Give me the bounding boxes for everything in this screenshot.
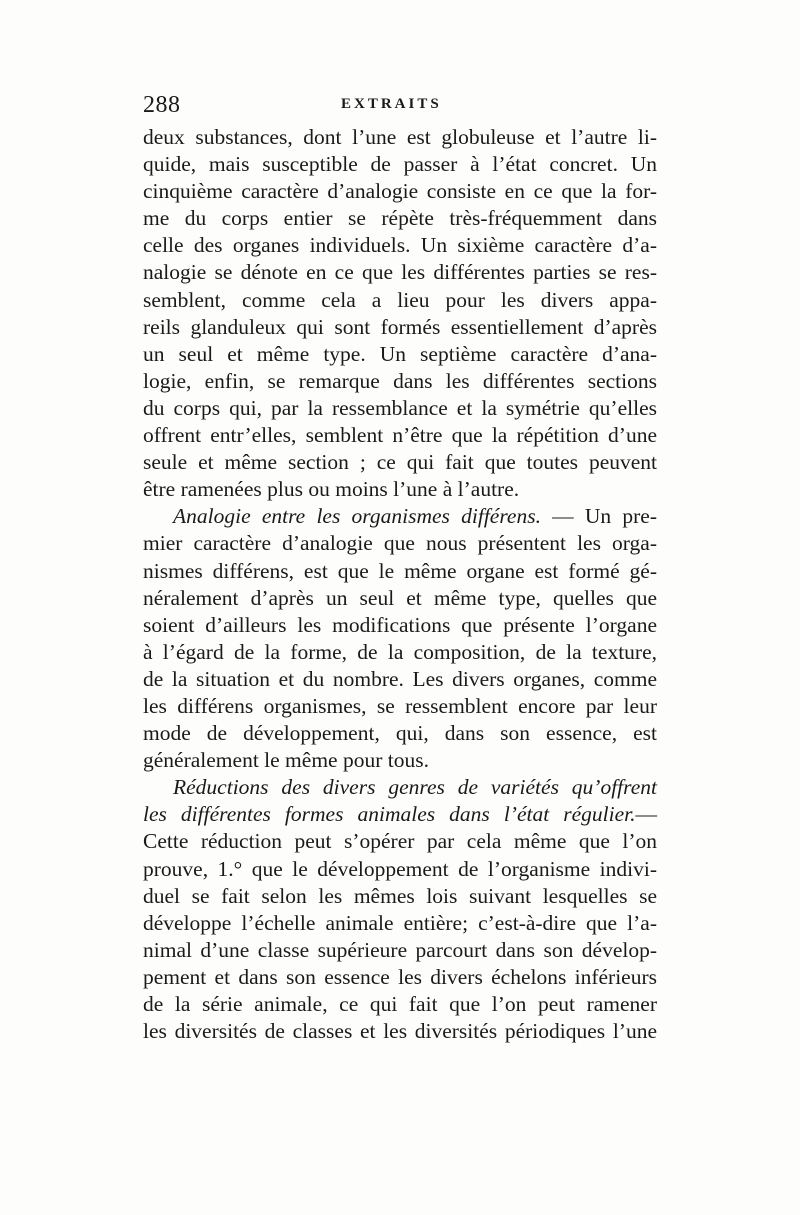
text-line: Réductions des divers genres de variétés qu’offrent (173, 775, 657, 800)
text-line: Cette réduction peut s’opérer par cela même que l’on (143, 829, 657, 854)
text-line: à l’égard de la forme, de la composition, de la texture, (143, 639, 657, 664)
text-line: pement et dans son essence les divers échelons inférieurs (143, 964, 657, 989)
text-line: prouve, 1.° que le développement de l’organisme indivi- (143, 856, 657, 881)
text-line: deux substances, dont l’une est globuleuse et l’autre li- (143, 125, 657, 149)
text-line (143, 801, 657, 828)
section-heading: Analogie entre les organismes différens. (173, 504, 541, 529)
text-line (143, 503, 657, 530)
section-heading: les différentes formes animales dans l’état régulier. (143, 802, 636, 827)
text-line: les diversités de classes et les diversités périodiques l’une (143, 1019, 657, 1044)
text-line: néralement d’après un seul et même type, quelles que (143, 585, 657, 610)
text-line: développe l’échelle animale entière; c’est-à-dire que l’a- (143, 910, 657, 935)
text-line: mode de développement, qui, dans son essence, est (143, 721, 657, 746)
text-line: duel se fait selon les mêmes lois suivant lesquelles se (143, 883, 657, 908)
text-line: nimal d’une classe supérieure parcourt dans son dévelop- (143, 937, 657, 962)
text-line: quide, mais susceptible de passer à l’état concret. Un (143, 152, 657, 177)
text-line: généralement le même pour tous. (143, 748, 429, 773)
text-line: seule et même section ; ce qui fait que toutes peuvent (143, 450, 657, 475)
running-title: EXTRAITS (341, 96, 442, 112)
text-line: de la situation et du nombre. Les divers organes, comme (143, 666, 657, 691)
text-line: offrent entr’elles, semblent n’être que la répétition d’une (143, 423, 657, 448)
text-line: logie, enfin, se remarque dans les différentes sections (143, 368, 657, 393)
body-text (143, 124, 657, 1045)
text-line: un seul et même type. Un septième caractère d’ana- (143, 341, 657, 366)
line-text: — Un pre- (540, 504, 658, 529)
text-line: du corps qui, par la ressemblance et la symétrie qu’elles (143, 395, 657, 420)
text-line: nalogie se dénote en ce que les différentes parties se res- (143, 260, 657, 285)
text-line: nismes différens, est que le même organe est formé gé- (143, 558, 657, 583)
text-line: reils glanduleux qui sont formés essentiellement d’après (143, 314, 657, 339)
text-line: semblent, comme cela a lieu pour les divers appa- (143, 287, 657, 312)
text-line: celle des organes individuels. Un sixième caractère d’a- (143, 233, 657, 258)
text-line: cinquième caractère d’analogie consiste en ce que la for- (143, 179, 657, 204)
text-line: soient d’ailleurs les modifications que présente l’organe (143, 612, 657, 637)
text-line: les différens organismes, se ressemblent encore par leur (143, 693, 657, 718)
line-text: — (635, 802, 657, 827)
text-line: me du corps entier se répète très-fréquemment dans (143, 206, 657, 231)
text-line: mier caractère d’analogie que nous présentent les orga- (143, 531, 657, 556)
text-line: être ramenées plus ou moins l’une à l’autre. (143, 477, 520, 502)
text-line: de la série animale, ce qui fait que l’on peut ramener (143, 992, 657, 1016)
page-number: 288 (143, 92, 181, 118)
running-head (143, 92, 663, 122)
